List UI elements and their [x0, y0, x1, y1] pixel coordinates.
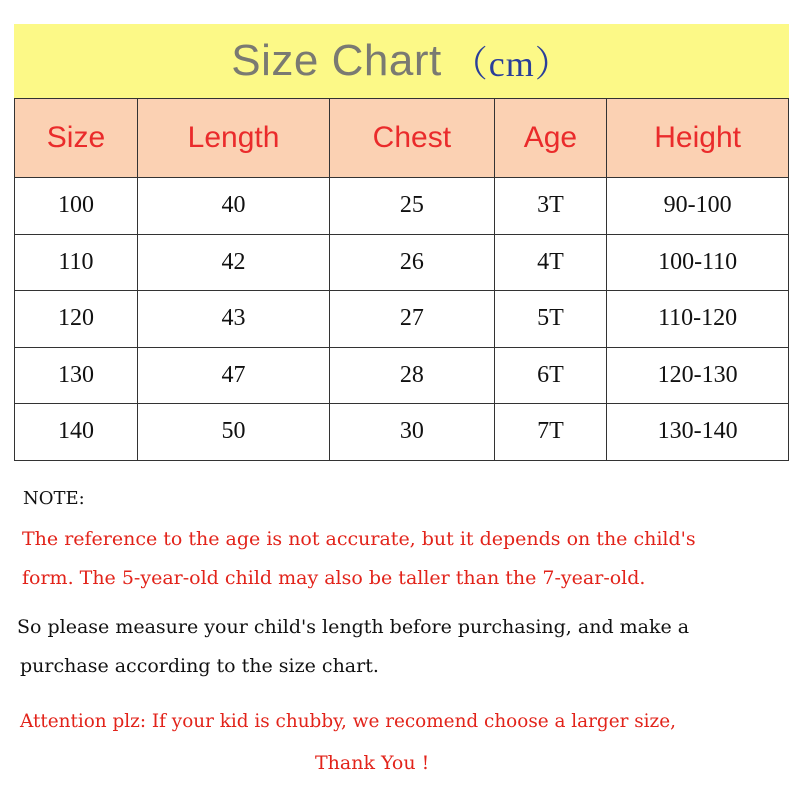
cell-chest: 25 [330, 178, 494, 235]
size-table [14, 98, 789, 461]
cell-age: 7T [494, 404, 607, 461]
column-header-height: Height [607, 99, 789, 178]
age-disclaimer-line-1: The reference to the age is not accurate, but it depends on the child's [22, 528, 696, 550]
cell-length: 47 [137, 347, 329, 404]
thank-you-text: Thank You ! [315, 752, 430, 774]
cell-chest: 30 [330, 404, 494, 461]
table-row [15, 291, 789, 348]
table-row [15, 404, 789, 461]
cell-height: 110-120 [607, 291, 789, 348]
cell-length: 42 [137, 234, 329, 291]
column-header-chest: Chest [330, 99, 494, 178]
cell-size: 130 [15, 347, 138, 404]
title-banner [14, 24, 789, 98]
cell-age: 5T [494, 291, 607, 348]
cell-length: 40 [137, 178, 329, 235]
measure-advice-line-1: So please measure your child's length before purchasing, and make a [17, 616, 690, 638]
table-row [15, 178, 789, 235]
cell-size: 120 [15, 291, 138, 348]
measure-advice-line-2: purchase according to the size chart. [20, 655, 379, 677]
cell-height: 90-100 [607, 178, 789, 235]
note-heading: NOTE: [23, 488, 85, 509]
cell-size: 140 [15, 404, 138, 461]
column-header-length: Length [137, 99, 329, 178]
cell-age: 4T [494, 234, 607, 291]
table-row [15, 347, 789, 404]
cell-chest: 27 [330, 291, 494, 348]
cell-height: 100-110 [607, 234, 789, 291]
page-title: Size Chart [231, 36, 442, 85]
cell-size: 100 [15, 178, 138, 235]
cell-chest: 26 [330, 234, 494, 291]
cell-length: 50 [137, 404, 329, 461]
cell-height: 130-140 [607, 404, 789, 461]
age-disclaimer-line-2: form. The 5-year-old child may also be taller than the 7-year-old. [22, 567, 646, 589]
table-header-row [15, 99, 789, 178]
cell-size: 110 [15, 234, 138, 291]
table-row [15, 234, 789, 291]
cell-chest: 28 [330, 347, 494, 404]
attention-note: Attention plz: If your kid is chubby, we recomend choose a larger size, [20, 711, 676, 732]
cell-height: 120-130 [607, 347, 789, 404]
column-header-size: Size [15, 99, 138, 178]
cell-age: 3T [494, 178, 607, 235]
cell-age: 6T [494, 347, 607, 404]
cell-length: 43 [137, 291, 329, 348]
column-header-age: Age [494, 99, 607, 178]
unit-label: （cm） [451, 43, 572, 84]
